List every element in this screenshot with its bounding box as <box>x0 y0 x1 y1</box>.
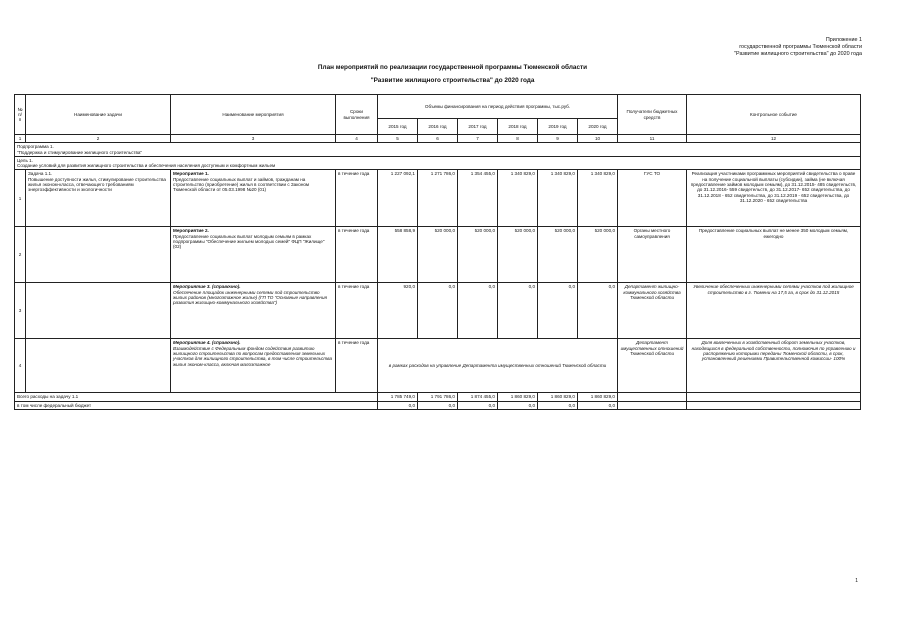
term-cell: в течение года <box>336 339 378 393</box>
merged-funding-note: в рамках расходов на управление Департамента имущественных отношений Тюменской области <box>378 339 618 393</box>
column-number: 3 <box>171 135 336 143</box>
measure-label: Мероприятие 2. <box>173 228 209 234</box>
column-number-row <box>15 135 861 143</box>
subprogram-cell <box>15 143 861 157</box>
plan-table <box>14 94 861 410</box>
subprogram-row <box>15 143 861 157</box>
measure-text: Предоставление социальных выплат и займов, гражданам на строительство (приобретение) жилья в соответствии с Законом Тюменской области от 05.03.1998 №20 (01) <box>173 176 310 193</box>
row-number: 2 <box>15 227 26 283</box>
title-line-1: План мероприятий по реализации государственной программы Тюменской области <box>317 64 588 71</box>
total-value: 1 860 829,0 <box>498 393 538 401</box>
measure-text: Предоставление социальных выплат молодым семьям в рамках подпрограммы "Обеспечение жильем молодых семей" ФЦП "Жилище" (02) <box>173 233 325 250</box>
value-cell: 0,0 <box>538 283 578 339</box>
column-number: 11 <box>618 135 687 143</box>
appendix-line-3: "Развитие жилищного строительства" до 2020 года <box>734 51 862 57</box>
total-value: 1 785 749,0 <box>378 393 418 401</box>
column-number: 1 <box>15 135 26 143</box>
control-cell: Доля вовлеченных в хозяйственный оборот земельных участков, находящихся в федеральной собственности, полномочия по управлению и распоряжению которыми переданы Тюменской области, в срок, установленный решениями Правительственной комиссии- 100% <box>687 339 861 393</box>
header-control: Контрольное событие <box>687 95 861 135</box>
empty-cell <box>687 401 861 409</box>
header-funding: Объемы финансирования на период действия программы, тыс.руб. <box>378 95 618 119</box>
header-year: 2019 год <box>538 119 578 135</box>
value-cell: 1 227 092,1 <box>378 170 418 227</box>
column-number: 7 <box>458 135 498 143</box>
table-row <box>15 339 861 393</box>
table-row <box>15 227 861 283</box>
value-cell: 520 000,0 <box>538 227 578 283</box>
column-number: 6 <box>418 135 458 143</box>
measure-cell <box>171 339 336 393</box>
empty-task-cell <box>26 339 171 393</box>
value-cell: 1 271 786,0 <box>418 170 458 227</box>
value-cell: 558 858,9 <box>378 227 418 283</box>
value-cell: 520 000,0 <box>498 227 538 283</box>
column-number: 12 <box>687 135 861 143</box>
measure-cell <box>171 170 336 227</box>
recipient-cell: Департамент имущественных отношений Тюменской области <box>618 339 687 393</box>
empty-cell <box>618 401 687 409</box>
column-number: 5 <box>378 135 418 143</box>
header-year: 2015 год <box>378 119 418 135</box>
empty-task-cell <box>26 227 171 283</box>
goal-row <box>15 156 861 170</box>
column-number: 8 <box>498 135 538 143</box>
row-number: 4 <box>15 339 26 393</box>
control-cell: Увеличение обеспеченных инженерными сетями участков под жилищное строительство в г. Тюмени на 17,5 га, в срок до 31.12.2015 <box>687 283 861 339</box>
header-recipient: Получатели бюджетных средств <box>618 95 687 135</box>
value-cell: 0,0 <box>578 283 618 339</box>
total-value: 1 874 455,0 <box>458 393 498 401</box>
value-cell: 920,0 <box>378 283 418 339</box>
value-cell: 520 000,0 <box>578 227 618 283</box>
document-title <box>0 64 905 85</box>
task-text: Повышение доступности жилья, стимулирование строительства жилья эконом-класса, отвечающего требованиям энергоэффективности и экологичности <box>28 176 166 193</box>
empty-task-cell <box>26 283 171 339</box>
term-cell: в течение года <box>336 170 378 227</box>
measure-cell <box>171 283 336 339</box>
empty-cell <box>687 393 861 401</box>
subprogram-name: "Поддержка и стимулирование жилищного строительства" <box>17 149 143 155</box>
task-label: Задача 1.1. <box>28 171 53 177</box>
value-cell: 0,0 <box>498 283 538 339</box>
column-number: 4 <box>336 135 378 143</box>
column-number: 10 <box>578 135 618 143</box>
measure-label: Мероприятие 4. (справочно). <box>173 340 241 346</box>
federal-value: 0,0 <box>538 401 578 409</box>
total-value: 1 860 829,0 <box>578 393 618 401</box>
row-number: 3 <box>15 283 26 339</box>
federal-value: 0,0 <box>418 401 458 409</box>
value-cell: 0,0 <box>418 283 458 339</box>
total-value: 1 791 786,0 <box>418 393 458 401</box>
goal-cell <box>15 156 861 170</box>
header-year: 2018 год <box>498 119 538 135</box>
federal-value: 0,0 <box>578 401 618 409</box>
term-cell: в течение года <box>336 283 378 339</box>
value-cell: 1 340 829,0 <box>578 170 618 227</box>
header-term: Сроки выполнения <box>336 95 378 135</box>
measure-label: Мероприятие 1. <box>173 171 209 177</box>
appendix-line-1: Приложение 1 <box>825 37 862 43</box>
column-number: 9 <box>538 135 578 143</box>
control-cell: Предоставление социальных выплат не менее 350 молодым семьям, ежегодно <box>687 227 861 283</box>
appendix-line-2: государственной программы Тюменской области <box>739 44 862 50</box>
header-year: 2017 год <box>458 119 498 135</box>
total-value: 1 860 829,0 <box>538 393 578 401</box>
measure-text: Обеспечение площадок инженерными сетями под строительство жилых районов (многоэтажное жилье) (ГП ТО "Основные направления развития жилищно-коммунального хозяйства") <box>173 289 327 306</box>
recipient-cell: Органы местного самоуправления <box>618 227 687 283</box>
empty-cell <box>618 393 687 401</box>
subprogram-label: Подпрограмма 1. <box>17 144 54 150</box>
recipient-cell: ГУС ТО <box>618 170 687 227</box>
header-year: 2016 год <box>418 119 458 135</box>
measure-cell <box>171 227 336 283</box>
page-number: 1 <box>855 578 858 584</box>
goal-label: Цель 1. <box>17 157 33 163</box>
goal-text: Создание условий для развития жилищного строительства и обеспечения населения доступным и комфортным жильем <box>17 163 276 169</box>
header-num: № п/п <box>15 95 26 135</box>
federal-value: 0,0 <box>498 401 538 409</box>
header-task: Наименование задачи <box>26 95 171 135</box>
value-cell: 0,0 <box>458 283 498 339</box>
measure-text: Взаимодействие с Федеральным фондом содействия развитию жилищного строительства по вопросам предоставления земельных участков для жилищного строительства, в том числе строительства жилья эконом-класса, включая малоэтажное <box>173 345 333 367</box>
table-row <box>15 283 861 339</box>
recipient-cell: Департамент жилищно-коммунального хозяйства Тюменской области <box>618 283 687 339</box>
control-cell: Реализация участниками программных мероприятий свидетельства о праве на получение социальной выплаты (субсидии), займа (не включая предоставление займов молодым семьям), до 31.12.2015- 485 свидетельств, до 31.12.2016- 559 свидетельств, до 31.12.2017- 652 свидетельства, до 31.12.2018 - 652 свидетельства, до 31.12.2019 - 652 свидетельства, до 31.12.2020 - 652 свидетельства <box>687 170 861 227</box>
appendix-header <box>622 37 862 58</box>
term-cell: в течение года <box>336 227 378 283</box>
title-line-2: "Развитие жилищного строительства" до 2020 года <box>370 77 535 84</box>
value-cell: 1 354 455,0 <box>458 170 498 227</box>
value-cell: 1 340 829,0 <box>498 170 538 227</box>
federal-label: в том числе федеральный бюджет <box>15 401 378 409</box>
total-row <box>15 393 861 401</box>
federal-row <box>15 401 861 409</box>
federal-value: 0,0 <box>378 401 418 409</box>
task-cell <box>26 170 171 227</box>
header-measure: Наименование мероприятия <box>171 95 336 135</box>
value-cell: 520 000,0 <box>418 227 458 283</box>
total-label: Всего расходы на задачу 1.1 <box>15 393 378 401</box>
header-year: 2020 год <box>578 119 618 135</box>
measure-label: Мероприятие 3. (справочно). <box>173 284 241 290</box>
row-number: 1 <box>15 170 26 227</box>
value-cell: 520 000,0 <box>458 227 498 283</box>
value-cell: 1 340 829,0 <box>538 170 578 227</box>
table-row <box>15 170 861 227</box>
federal-value: 0,0 <box>458 401 498 409</box>
column-number: 2 <box>26 135 171 143</box>
